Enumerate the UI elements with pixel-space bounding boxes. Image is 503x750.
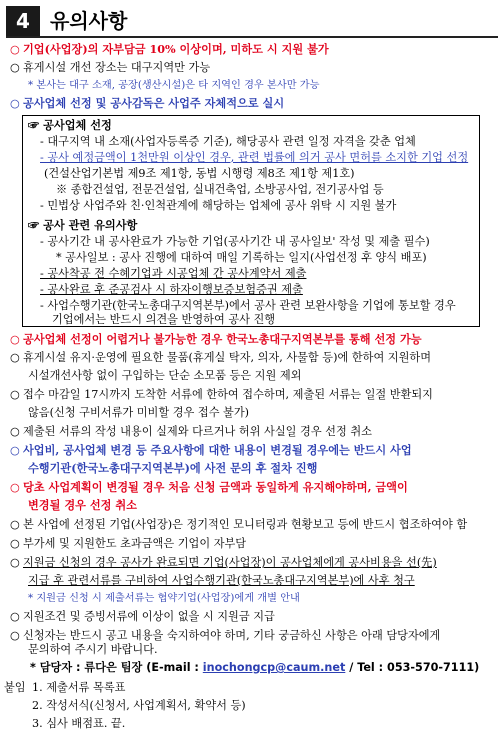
- item-deadline-cont: 않음(신청 구비서류가 미비할 경우 접수 불가): [28, 406, 250, 419]
- item-location: ○ 휴게시설 개선 장소는 대구지역만 가능: [10, 61, 211, 74]
- box-line-highlight: - 공사 예정금액이 1천만원 이상인 경우, 관련 법률에 의거 공사 면허를 소지한 기업 선정: [40, 151, 469, 164]
- item-contractor: ○ 공사업체 선정 및 공사감독은 사업주 자체적으로 실시: [10, 96, 285, 110]
- note-location: * 본사는 대구 소재, 공장(생산시설)은 타 지역인 경우 본사만 가능: [28, 80, 320, 91]
- item-inquiry-cont: 문의하여 주시기 바랍니다.: [28, 643, 158, 656]
- box-line: * 공사일보 : 공사 진행에 대하여 매일 기록하는 일지(사업선정 후 양식 배포): [56, 251, 427, 264]
- section-header: [6, 6, 498, 38]
- box-line: - 공사완료 후 준공검사 시 하자이행보증보험증권 제출: [40, 283, 303, 296]
- item-change-notice-cont: 수행기관(한국노총대구지역본부)에 사전 문의 후 절차 진행: [28, 461, 318, 475]
- attachment-item: 1. 제출서류 목록표: [32, 681, 126, 694]
- item-contractor-help: ○ 공사업체 선정이 어렵거나 불가능한 경우 한국노총대구지역본부를 통해 선정 가능: [10, 332, 422, 346]
- box-line: - 공사착공 전 수혜기업과 시공업체 간 공사계약서 제출: [40, 267, 307, 280]
- box-line: - 민법상 사업주와 친·인척관계에 해당하는 업체에 공사 위탁 시 지원 불가: [40, 199, 397, 212]
- item-change-notice: ○ 사업비, 공사업체 변경 등 주요사항에 대한 내용이 변경될 경우에는 반드시 사업: [10, 443, 412, 457]
- section-title: 유의사항: [50, 9, 128, 33]
- item-inquiry: ○ 신청자는 반드시 공고 내용을 숙지하여야 하며, 기타 궁금하신 사항은 아래 담당자에게: [10, 629, 441, 642]
- box-heading-caution: ☞ 공사 관련 유의사항: [28, 218, 138, 232]
- attachment-item: 2. 작성서식(신청서, 사업계획서, 확약서 등): [32, 699, 246, 712]
- item-claim-cont: 지급 후 관련서류를 구비하여 사업수행기관(한국노총대구지역본부)에 사후 청구: [28, 574, 415, 587]
- box-line: - 공사기간 내 공사완료가 가능한 기업(공사기간 내 공사일보' 작성 및 제출 필수): [40, 235, 430, 248]
- item-deadline: ○ 접수 마감일 17시까지 도착한 서류에 한하여 접수하며, 제출된 서류는 일절 반환되지: [10, 388, 433, 401]
- contact-info: * 담당자 : 류다은 팀장 (E-mail : inochongcp@caum.net / Tel : 053-570-7111): [30, 661, 480, 674]
- box-line: 기업에서는 반드시 의견을 반영하여 공사 진행: [52, 313, 276, 326]
- item-claim: ○ 지원금 신청의 경우 공사가 완료되면 기업(사업장)이 공사업체에게 공사비용을 선(先): [10, 556, 437, 569]
- box-line: (건설산업기본법 제9조 제1항, 동법 시행령 제8조 제1항 제1호): [44, 167, 355, 180]
- email-link[interactable]: inochongcp@caum.net: [202, 661, 346, 674]
- section-number: 4: [6, 6, 40, 36]
- box-line: ※ 종합건설업, 전문건설업, 실내건축업, 소방공사업, 전기공사업 등: [56, 183, 384, 196]
- box-line: - 사업수행기관(한국노총대구지역본부)에서 공사 관련 보완사항을 기업에 통보할 경우: [40, 299, 456, 312]
- item-supplies: ○ 휴게시설 유지·운영에 필요한 물품(휴게실 탁자, 의자, 사물함 등)에 한하여 지원하며: [10, 351, 432, 364]
- item-vat: ○ 부가세 및 지원한도 초과금액은 기업이 자부담: [10, 537, 247, 550]
- item-self-burden: ○ 기업(사업장)의 자부담금 10% 이상이며, 미하도 시 지원 불가: [10, 42, 329, 56]
- item-payment: ○ 지원조건 및 증빙서류에 이상이 없을 시 지원금 지급: [10, 610, 275, 623]
- item-plan-change: ○ 당초 사업계획이 변경될 경우 처음 신청 금액과 동일하게 유지해야하며, 금액이: [10, 480, 408, 494]
- box-heading-contractor: ☞ 공사업체 선정: [28, 118, 112, 132]
- item-false-info: ○ 제출된 서류의 작성 내용이 실제와 다르거나 허위 사실일 경우 선정 취소: [10, 425, 372, 438]
- box-line: - 대구지역 내 소재(사업자등록증 기준), 해당공사 관련 일정 자격을 갖춘 업체: [40, 135, 416, 148]
- item-monitoring: ○ 본 사업에 선정된 기업(사업장)은 정기적인 모니터링과 현황보고 등에 반드시 협조하여야 함: [10, 518, 468, 531]
- attachment-item: 3. 심사 배점표. 끝.: [32, 717, 126, 730]
- attachment-label: 붙임: [4, 681, 26, 694]
- item-plan-change-cont: 변경될 경우 선정 취소: [28, 498, 137, 512]
- item-supplies-cont: 시설개선사항 없이 구입하는 단순 소모품 등은 지원 제외: [28, 369, 302, 382]
- note-claim: * 지원금 신청 시 제출서류는 협약기업(사업장)에게 개별 안내: [28, 593, 300, 604]
